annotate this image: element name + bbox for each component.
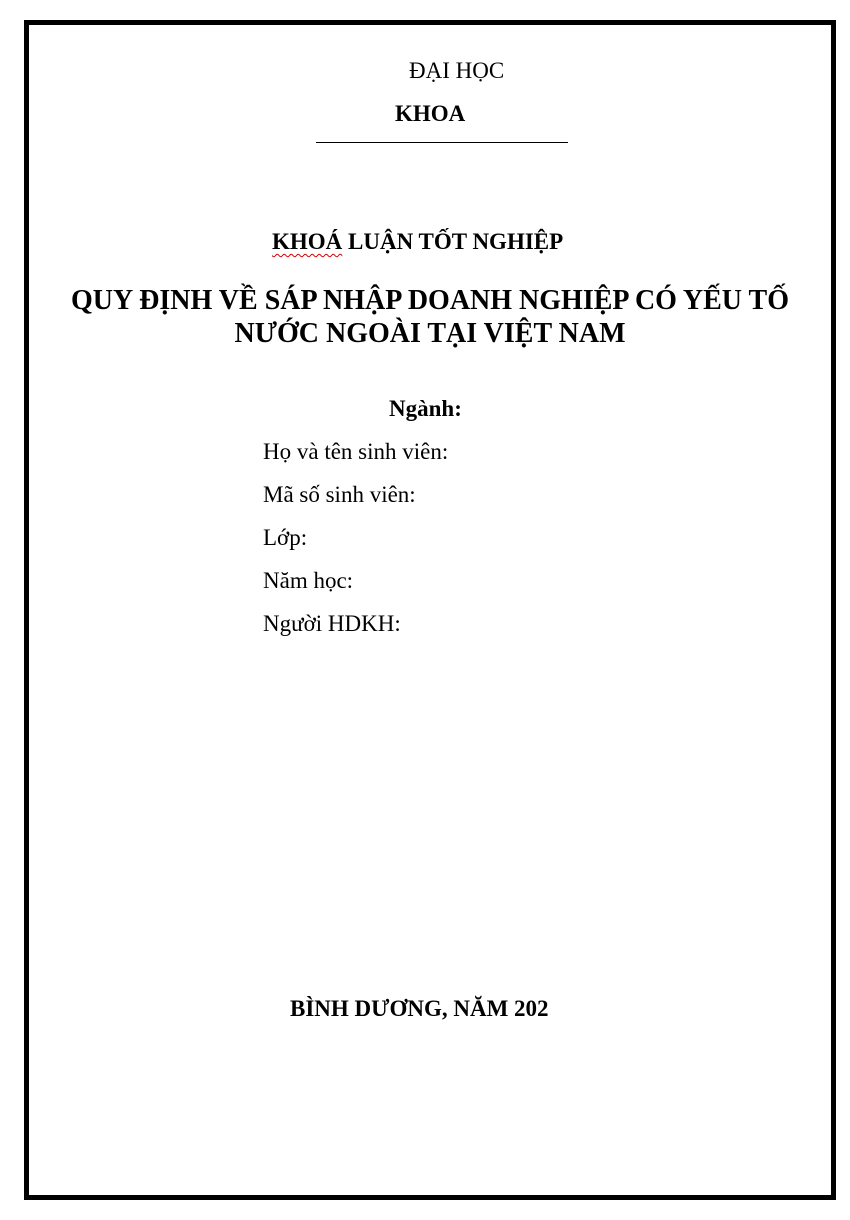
thesis-type	[272, 229, 563, 255]
student-name-label: Họ và tên sinh viên:	[263, 439, 449, 464]
university-name: ĐẠI HỌC	[409, 58, 505, 83]
spellcheck-word: KHOÁ	[272, 229, 343, 254]
major-label: Ngành:	[389, 396, 462, 421]
supervisor-label: Người HDKH:	[263, 611, 401, 636]
header-divider	[316, 142, 568, 143]
academic-year-label: Năm học:	[263, 568, 354, 593]
thesis-title-line-2: NƯỚC NGOÀI TẠI VIỆT NAM	[234, 318, 626, 349]
class-label: Lớp:	[263, 525, 308, 550]
thesis-title	[24, 284, 836, 350]
faculty-name: KHOA	[395, 101, 466, 126]
thesis-type-rest: LUẬN TỐT NGHIỆP	[342, 229, 564, 254]
student-info-list	[263, 438, 448, 653]
student-id-label: Mã số sinh viên:	[263, 482, 416, 507]
place-and-year: BÌNH DƯƠNG, NĂM 202	[290, 996, 549, 1021]
thesis-title-line-1: QUY ĐỊNH VỀ SÁP NHẬP DOANH NGHIỆP CÓ YẾU TỐ	[71, 285, 789, 316]
